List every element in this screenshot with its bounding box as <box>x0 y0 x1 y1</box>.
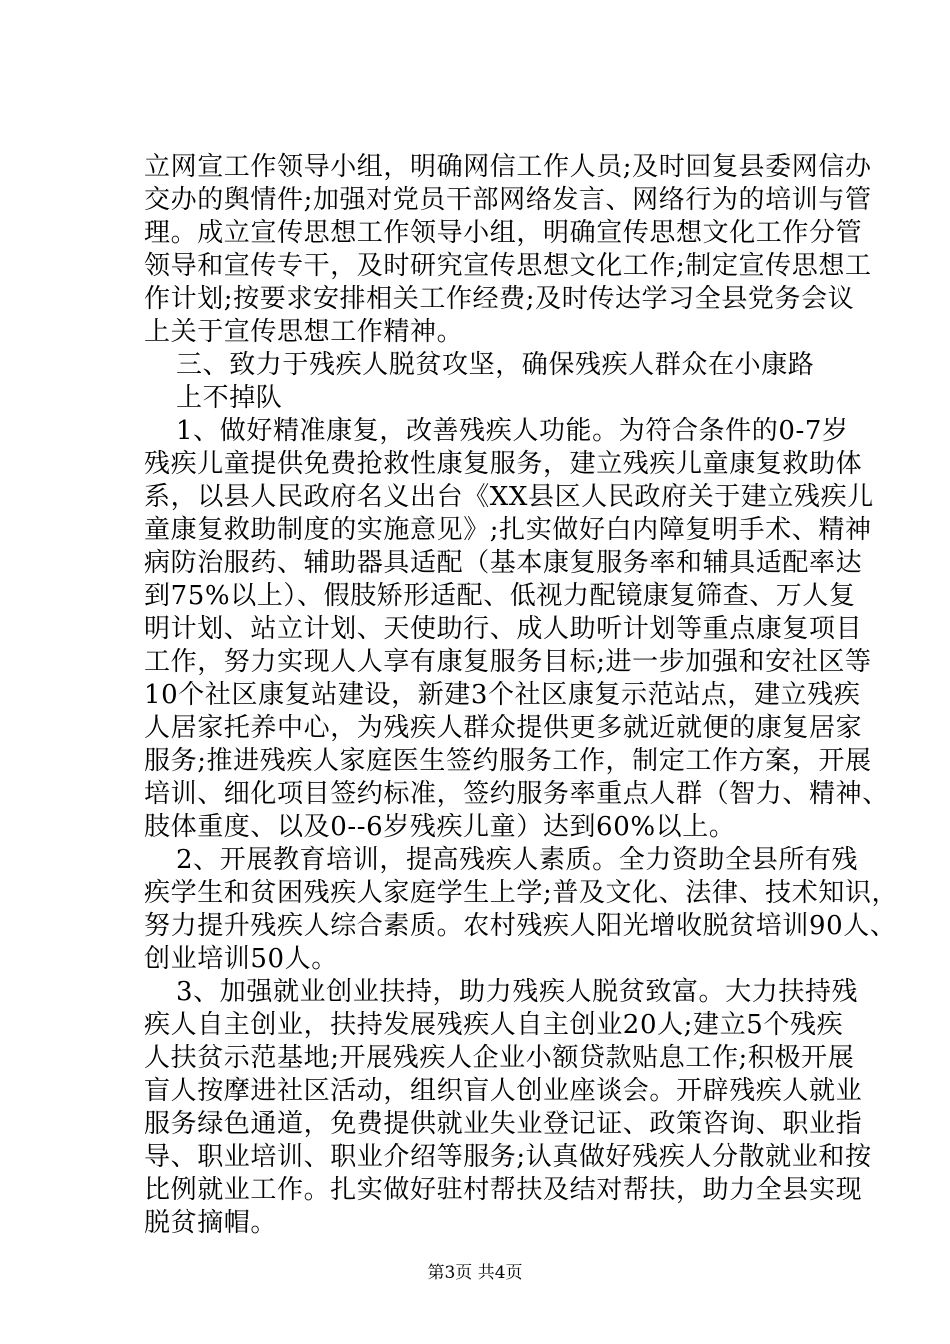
section-heading: 三、致力于残疾人脱贫攻坚，确保残疾人群众在小康路 <box>176 350 815 380</box>
section-heading: 上不掉队 <box>176 383 283 413</box>
body-line: 盲人按摩进社区活动，组织盲人创业座谈会。开辟残疾人就业 <box>144 1076 863 1106</box>
body-line: 系，以县人民政府名义出台《XX县区人民政府关于建立残疾儿 <box>144 482 874 512</box>
body-line: 导、职业培训、职业介绍等服务;认真做好残疾人分散就业和按 <box>144 1142 872 1172</box>
body-line: 明计划、站立计划、天使助行、成人助听计划等重点康复项目 <box>144 614 863 644</box>
page-footer: 第3页 共4页 <box>427 1263 523 1283</box>
body-line: 创业培训50人。 <box>144 944 338 974</box>
body-line: 疾学生和贫困残疾人家庭学生上学;普及文化、法律、技术知识， <box>144 878 899 908</box>
body-line: 1、做好精准康复，改善残疾人功能。为符合条件的0-7岁 <box>176 416 849 446</box>
body-line: 病防治服药、辅助器具适配（基本康复服务率和辅具适配率达 <box>144 548 863 578</box>
body-line: 比例就业工作。扎实做好驻村帮扶及结对帮扶，助力全县实现 <box>144 1175 863 1205</box>
body-line: 人扶贫示范基地;开展残疾人企业小额贷款贴息工作;积极开展 <box>144 1043 855 1073</box>
body-line: 3、加强就业创业扶持，助力残疾人脱贫致富。大力扶持残 <box>176 977 859 1007</box>
body-line: 交办的舆情件;加强对党员干部网络发言、网络行为的培训与管 <box>144 185 872 215</box>
body-line: 2、开展教育培训，提高残疾人素质。全力资助全县所有残 <box>176 845 859 875</box>
body-line: 服务绿色通道，免费提供就业失业登记证、政策咨询、职业指 <box>144 1109 863 1139</box>
body-line: 努力提升残疾人综合素质。农村残疾人阳光增收脱贫培训90人、 <box>144 911 897 941</box>
body-line: 疾人自主创业，扶持发展残疾人自主创业20人;建立5个残疾 <box>144 1010 844 1040</box>
body-line: 肢体重度、以及0--6岁残疾儿童）达到60%以上。 <box>144 812 736 842</box>
body-line: 理。成立宣传思想工作领导小组，明确宣传思想文化工作分管 <box>144 218 863 248</box>
body-line: 上关于宣传思想工作精神。 <box>144 317 464 347</box>
body-line: 领导和宣传专干，及时研究宣传思想文化工作;制定宣传思想工 <box>144 251 872 281</box>
body-line: 到75%以上）、假肢矫形适配、低视力配镜康复筛查、万人复 <box>144 581 856 611</box>
body-line: 服务;推进残疾人家庭医生签约服务工作，制定工作方案，开展 <box>144 746 872 776</box>
body-line: 残疾儿童提供免费抢救性康复服务，建立残疾儿童康复救助体 <box>144 449 863 479</box>
body-line: 童康复救助制度的实施意见》;扎实做好白内障复明手术、精神 <box>144 515 872 545</box>
body-line: 立网宣工作领导小组，明确网信工作人员;及时回复县委网信办 <box>144 152 872 182</box>
body-line: 培训、细化项目签约标准，签约服务率重点人群（智力、精神、 <box>144 779 889 809</box>
body-line: 脱贫摘帽。 <box>144 1208 278 1238</box>
body-line: 作计划;按要求安排相关工作经费;及时传达学习全县党务会议 <box>144 284 855 314</box>
body-line: 人居家托养中心，为残疾人群众提供更多就近就便的康复居家 <box>144 713 863 743</box>
body-line: 10个社区康复站建设，新建3个社区康复示范站点，建立残疾 <box>144 680 861 710</box>
body-line: 工作，努力实现人人享有康复服务目标;进一步加强和安社区等 <box>144 647 872 677</box>
